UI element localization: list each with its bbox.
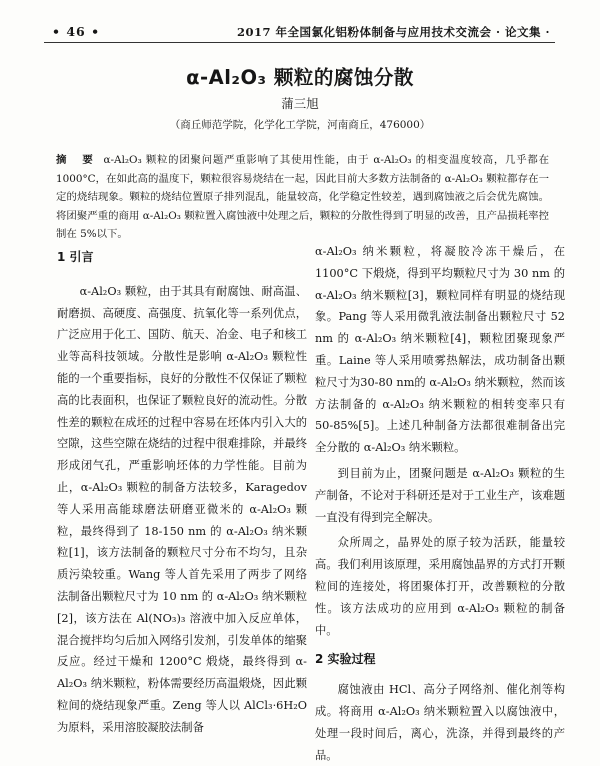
abstract — [56, 151, 549, 244]
intro-paragraph: α-Al₂O₃ 颗粒，由于其具有耐腐蚀、耐高温、耐磨损、高硬度、高强度、抗氧化等一系列优点，广泛应用于化工、国防、航天、冶金、电子和核工业等高科技领域。分散性是影响 α-Al₂O₃ 颗粒性能的一个重要指标，良好的分散性不仅保证了颗粒高的比表面积，也保证了颗粒良好的流动性。分散性差的颗粒在成坯的过程中容易在坯体内引入大的空隙，这些空隙在烧结的过程中很难排除，并最终形成闭气孔，严重影响坯体的力学性能。目前为止，α-Al₂O₃ 颗粒的制备方法较多，Karagedov 等人采用高能球磨法研磨亚微米的 α-Al₂O₃ 颗粒，最终得到了 18-150 nm 的 α-Al₂O₃ 纳米颗粒[1]，该方法制备的颗粒尺寸分布不均匀，且杂质污染较重。Wang 等人首先采用了两步了网络法制备出颗粒尺寸为 10 nm 的 α-Al₂O₃ 纳米颗粒[2]，该方法在 Al(NO₃)₃ 溶液中加入反应单体，混合搅拌均匀后加入网络引发剂，引发单体的缩聚反应。经过干燥和 1200°C 煅烧，最终得到 α-Al₂O₃ 纳米颗粒，粉体需要经历高温煅烧，因此颗粒间的烧结现象严重。Zeng 等人以 AlCl₃·6H₂O 为原料，采用溶胶凝胶法制备 — [57, 284, 308, 734]
paragraph-continued: α-Al₂O₃ 纳米颗粒，将凝胶冷冻干燥后，在 1100°C 下煅烧，得到平均颗粒尺寸为 30 nm 的 α-Al₂O₃ 纳米颗粒[3]，颗粒同样有明显的烧结现象。Pang 等人采用微乳液法制备出颗粒尺寸 52 nm 的 α-Al₂O₃ 纳米颗粒[4]，颗粒团聚现象严重。Laine 等人采用喷雾热解法，成功制备出颗粒尺寸为30-80 nm的 α-Al₂O₃ 纳米颗粒，然而该方法制备的 α-Al₂O₃ 纳米颗粒的相转变率只有 50-85%[5]。上述几种制备方法都很难制备出完全分散的 α-Al₂O₃ 纳米颗粒。 — [315, 245, 565, 455]
right-column — [315, 241, 565, 766]
affiliation: （商丘师范学院，化学化工学院，河南商丘，476000） — [169, 119, 431, 131]
abstract-label: 摘 要 — [56, 154, 96, 166]
paragraph-method: 众所周之，晶界处的原子较为活跃，能量较高。我们利用该原理，采用腐蚀晶界的方式打开颗粒间的连接处，将团聚体打开，改善颗粒的分散性。该方法成功的应用到 α-Al₂O₃ 颗粒的制备中。 — [315, 536, 565, 637]
abstract-text: α-Al₂O₃ 颗粒的团聚问题严重影响了其使用性能，由于 α-Al₂O₃ 的相变温度较高，几乎都在 1000°C，在如此高的温度下，颗粒很容易烧结在一起，因此目前大多数方法制备的 α-Al₂O₃ 颗粒都存在一定的烧结现象。颗粒的烧结位置原子排列混乱，能量较高，化学稳定性较差，遇到腐蚀液之后会优先腐蚀。将团聚严重的商用 α-Al₂O₃ 颗粒置入腐蚀液中处理之后，颗粒的分散性得到了明显的改善，且产品损耗率控制在 5%以下。 — [56, 154, 549, 241]
journal-title: 2017 年全国氯化铝粉体制备与应用技术交流会 · 论文集 · — [236, 25, 550, 39]
left-column — [57, 241, 307, 739]
header-divider — [44, 42, 555, 43]
section-heading-experiment: 2 实验过程 — [315, 652, 376, 667]
page-number: • 46 • — [52, 24, 101, 39]
author: 蒲三旭 — [281, 96, 319, 111]
experiment-paragraph: 腐蚀液由 HCl、高分子网络剂、催化剂等构成。将商用 α-Al₂O₃ 纳米颗粒置入以腐蚀液中，处理一段时间后，离心，洗涤，并得到最终的产品。 — [315, 683, 565, 762]
section-heading-introduction: 1 引言 — [57, 250, 94, 264]
running-header — [52, 24, 550, 40]
paper-title: α-Al₂O₃ 颗粒的腐蚀分散 — [186, 66, 414, 89]
paragraph-problem: 到目前为止，团聚问题是 α-Al₂O₃ 颗粒的生产制备，不论对于科研还是对于工业生产，该难题一直没有得到完全解决。 — [315, 466, 565, 524]
